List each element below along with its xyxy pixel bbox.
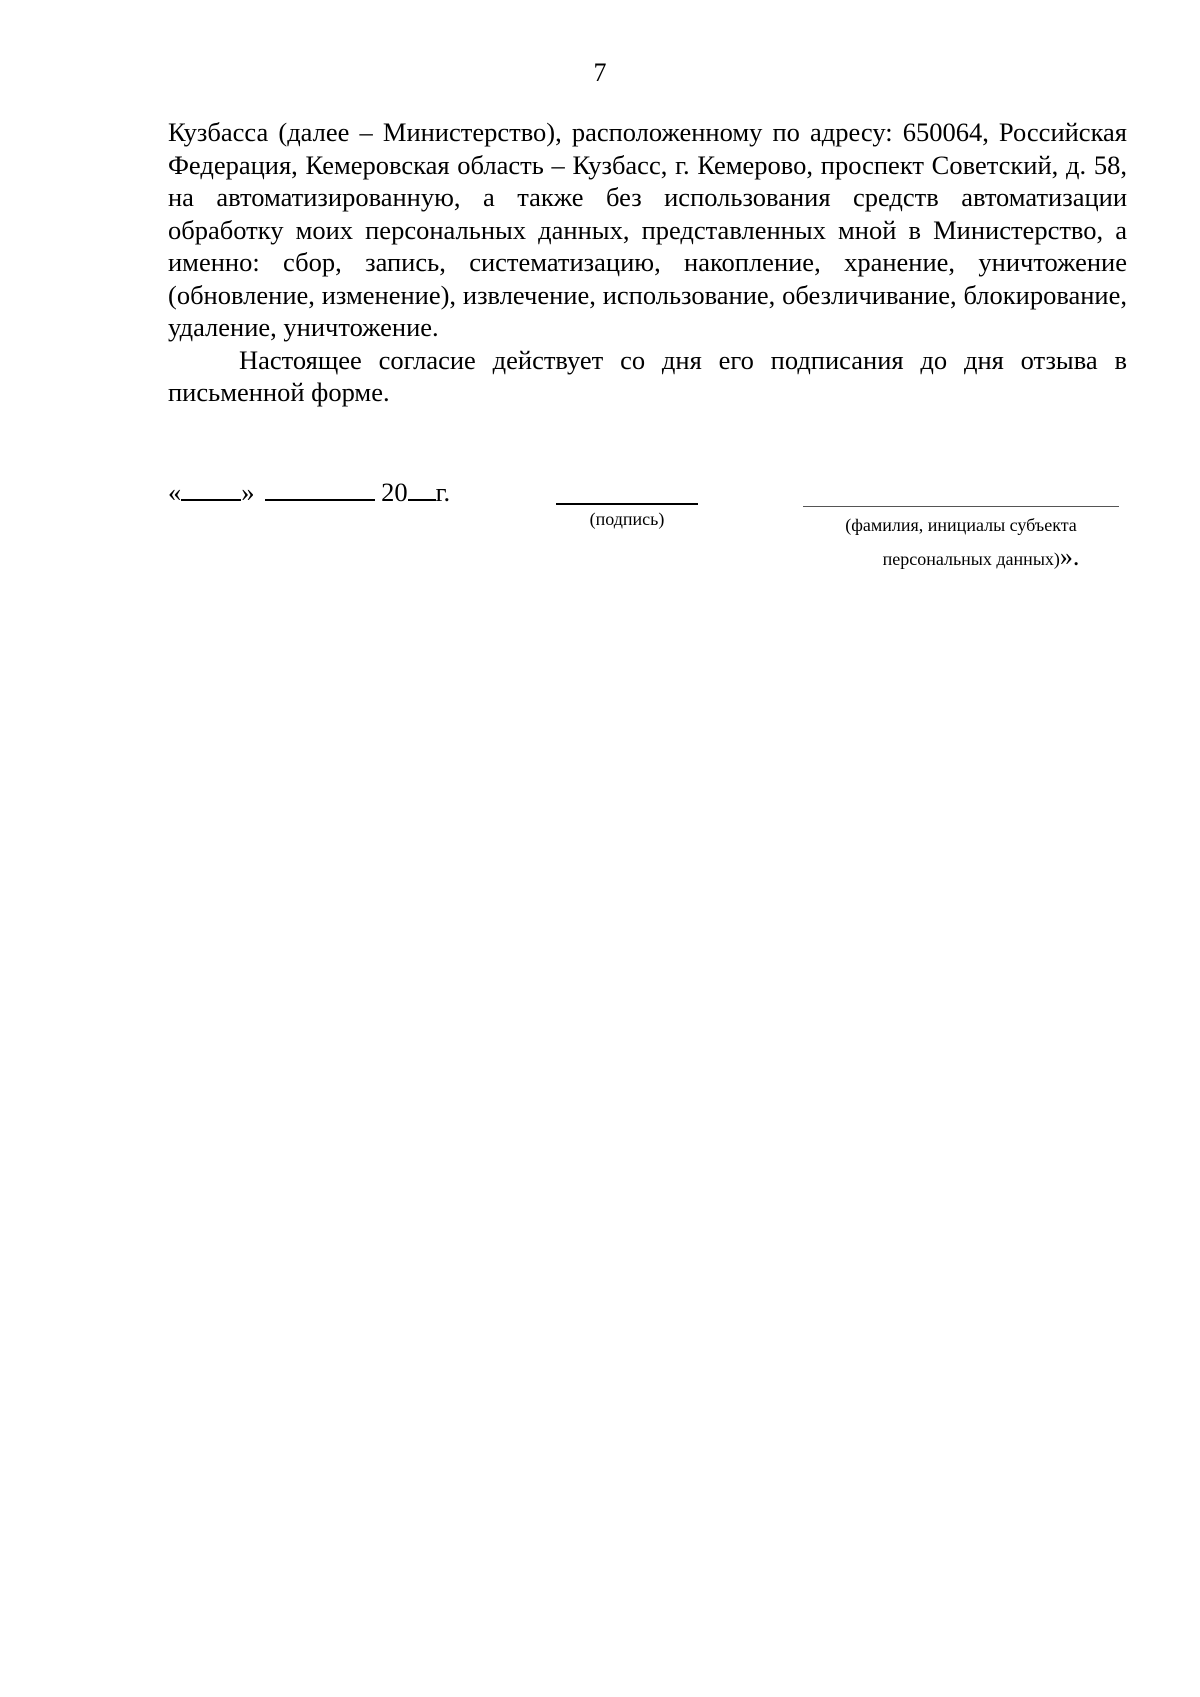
full-name-caption — [803, 509, 1119, 575]
closing-quote-mark: ». — [1059, 542, 1080, 571]
consent-paragraph-validity: Настоящее согласие действует со дня его подписания до дня отзыва в письменной форме. — [168, 344, 1127, 407]
date-year-blank[interactable] — [408, 477, 436, 501]
full-name-caption-line2-wrap — [803, 541, 1119, 575]
page-number: 7 — [593, 58, 607, 87]
signature-line[interactable] — [556, 503, 698, 505]
date-field — [168, 476, 450, 508]
signature-block — [0, 476, 1200, 571]
date-month-blank[interactable] — [265, 477, 375, 501]
date-year-suffix: г. — [435, 477, 451, 507]
full-name-caption-line1: (фамилия, инициалы субъекта — [845, 515, 1077, 535]
full-name-line[interactable] — [803, 506, 1119, 507]
consent-body — [168, 116, 1127, 409]
date-year-prefix: 20 — [381, 477, 408, 507]
date-open-quote: « — [168, 477, 182, 507]
full-name-caption-line2: персональных данных) — [882, 549, 1060, 569]
signature-caption: (подпись) — [589, 509, 665, 529]
consent-paragraph-processing: Кузбасса (далее – Министерство), расположенному по адресу: 650064, Российская Федерация, Кемеровская область – Кузбасс, г. Кемерово, проспект Советский, д. 58, на автоматизированную, а также без использования средств автоматизации обработку моих персональных данных, представленных мной в Министерство, а именно: сбор, запись, систематизацию, накопление, хранение, уничтожение (обновление, изменение), извлечение, использование, обезличивание, блокирование, удаление, уничтожение. — [168, 117, 1127, 342]
date-day-blank[interactable] — [181, 477, 241, 501]
date-close-quote: » — [241, 477, 255, 507]
